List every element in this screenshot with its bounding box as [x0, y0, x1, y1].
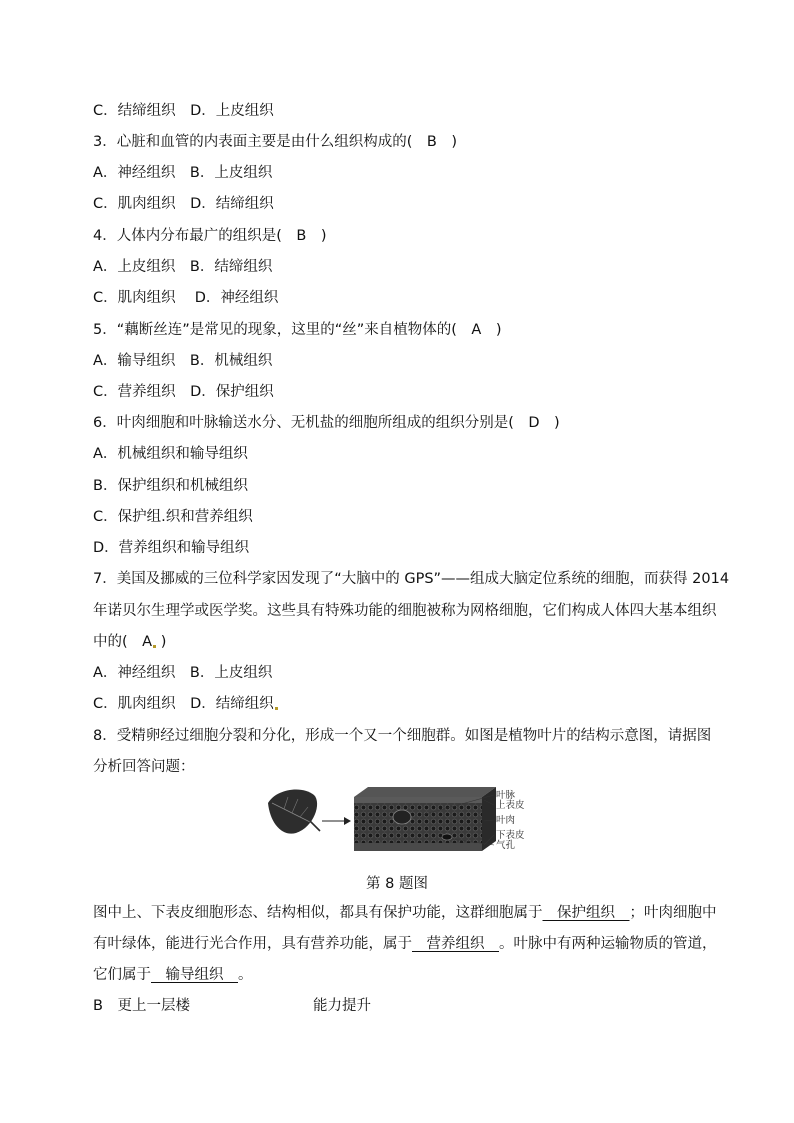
option-line: C．保护组.织和营养组织 [93, 509, 253, 525]
label-stoma: 气孔 [496, 840, 516, 851]
label-vein: 叶脉 [496, 790, 516, 801]
section-heading [93, 996, 371, 1016]
question-7-line-1: 7．美国及挪威的三位科学家因发现了“大脑中的 GPS”——组成大脑定位系统的细胞，而获得 2014 [93, 571, 730, 587]
question-3: 3．心脏和血管的内表面主要是由什么组织构成的( B ) [93, 134, 457, 150]
stray-dot [153, 645, 156, 648]
label-mesophyll: 叶肉 [496, 815, 516, 826]
option-line: A．神经组织 B．上皮组织 [93, 165, 273, 181]
question-7-line-3: 中的( A ) [93, 634, 167, 650]
section-title: 能力提升 [313, 998, 371, 1014]
option-line: C．肌肉组织 D．结缔组织 [93, 694, 278, 714]
option-line: B．保护组织和机械组织 [93, 478, 248, 494]
question-4: 4．人体内分布最广的组织是( B ) [93, 228, 327, 244]
leaf-structure-figure [262, 783, 532, 859]
question-8-line-2: 分析回答问题： [93, 759, 195, 775]
option-line: C．肌肉组织 D．结缔组织 [93, 196, 274, 212]
arrow-icon [322, 817, 351, 825]
label-upper-epidermis: 上表皮 [496, 800, 525, 811]
label-lower-epidermis: 下表皮 [496, 830, 525, 841]
answer-blank-1: 保护组织 [542, 905, 630, 921]
leaf-cross-section [354, 787, 496, 851]
stray-dot [275, 707, 278, 710]
option-line: A．输导组织 B．机械组织 [93, 353, 273, 369]
option-line: D．营养组织和输导组织 [93, 540, 250, 556]
option-line: A．神经组织 B．上皮组织 [93, 665, 273, 681]
section-label: B 更上一层楼 [93, 998, 190, 1014]
option-line: C．结缔组织 D．上皮组织 [93, 103, 274, 119]
option-line: C．营养组织 D．保护组织 [93, 384, 274, 400]
question-8-line-1: 8．受精卵经过细胞分裂和分化，形成一个又一个细胞群。如图是植物叶片的结构示意图，请据图 [93, 728, 712, 744]
question-7-line-2: 年诺贝尔生理学或医学奖。这些具有特殊功能的细胞被称为网格细胞，它们构成人体四大基本组织 [93, 603, 717, 619]
answer-blank-3: 输导组织 [151, 967, 238, 983]
option-line: A．机械组织和输导组织 [93, 446, 248, 462]
question-6: 6．叶肉细胞和叶脉输送水分、无机盐的细胞所组成的组织分别是( D ) [93, 415, 560, 431]
answer-blank-2: 营养组织 [412, 936, 499, 952]
question-5: 5．“藕断丝连”是常见的现象，这里的“丝”来自植物体的( A ) [93, 322, 502, 338]
option-line: A．上皮组织 B．结缔组织 [93, 259, 273, 275]
figure-caption: 第 8 题图 [366, 876, 428, 892]
answer-line-3: 它们属于 输导组织 。 [93, 967, 253, 983]
option-line: C．肌肉组织 D．神经组织 [93, 290, 279, 306]
answer-line-1: 图中上、下表皮细胞形态、结构相似，都具有保护功能，这群细胞属于 保护组织 ；叶肉细胞中 [93, 905, 717, 921]
leaf-icon [268, 789, 320, 833]
answer-line-2: 有叶绿体，能进行光合作用，具有营养功能，属于 营养组织 。叶脉中有两种运输物质的管道， [93, 936, 717, 952]
